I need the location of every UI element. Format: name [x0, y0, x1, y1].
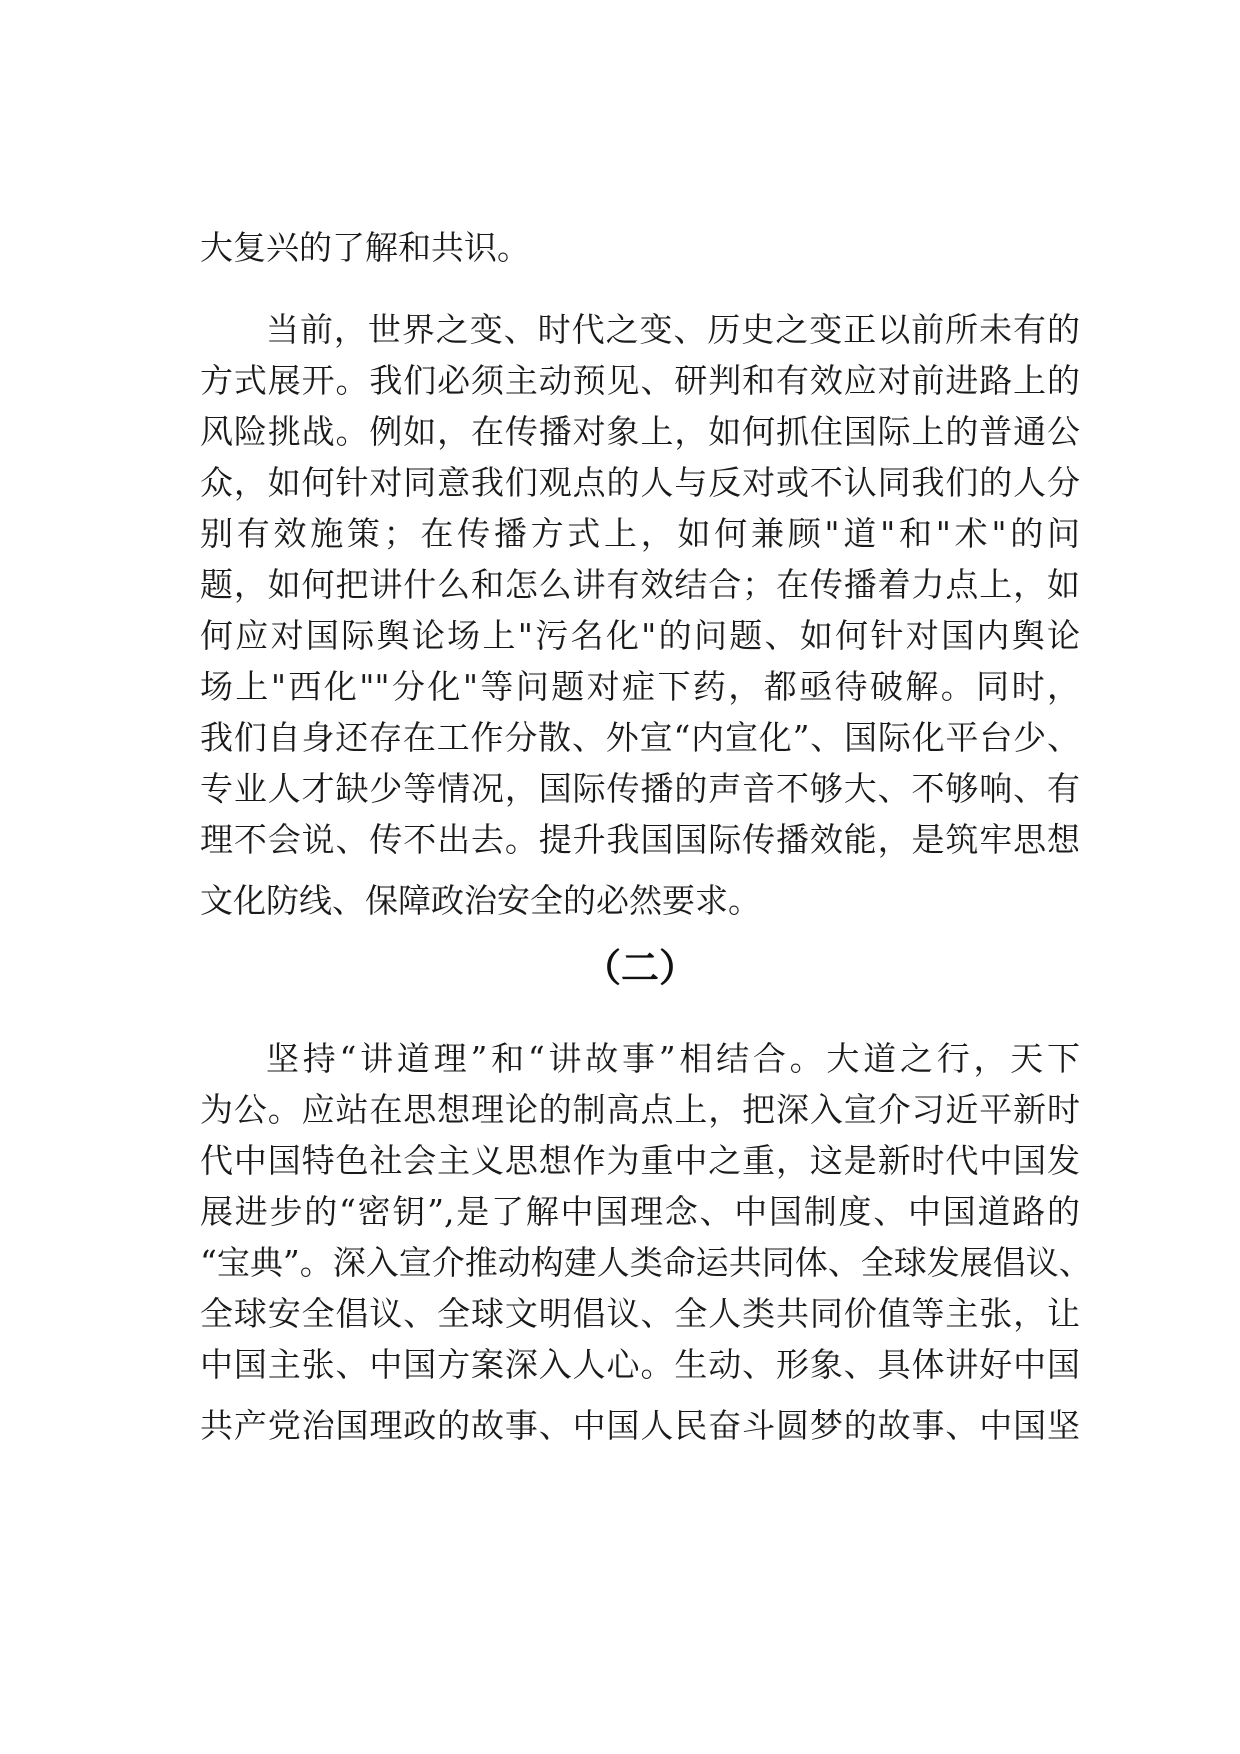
paragraph-3-line: 中国主张、中国方案深入人心。生动、形象、具体讲好中国 — [200, 1345, 1080, 1384]
paragraph-3-line: “宝典”。深入宣介推动构建人类命运共同体、全球发展倡议、 — [200, 1243, 1092, 1282]
paragraph-2-line: 何应对国际舆论场上"污名化"的问题、如何针对国内舆论 — [200, 616, 1080, 655]
paragraph-2-line: 专业人才缺少等情况，国际传播的声音不够大、不够响、有 — [200, 769, 1080, 808]
paragraph-3-line: 展进步的“密钥”,是了解中国理念、中国制度、中国道路的 — [200, 1192, 1080, 1231]
paragraph-2-line: 当前，世界之变、时代之变、历史之变正以前所未有的 — [266, 310, 1080, 349]
section-heading: （二） — [582, 946, 697, 990]
paragraph-2-line: 文化防线、保障政治安全的必然要求。 — [200, 881, 761, 920]
paragraph-2-line: 场上"西化""分化"等问题对症下药，都亟待破解。同时， — [200, 667, 1080, 706]
paragraph-3-line: 代中国特色社会主义思想作为重中之重，这是新时代中国发 — [200, 1141, 1080, 1180]
paragraph-2-line: 题，如何把讲什么和怎么讲有效结合；在传播着力点上，如 — [200, 565, 1080, 604]
paragraph-3-line: 为公。应站在思想理论的制高点上，把深入宣介习近平新时 — [200, 1090, 1080, 1129]
paragraph-2-line: 我们自身还存在工作分散、外宣“内宣化”、国际化平台少、 — [200, 718, 1080, 757]
paragraph-3-line: 全球安全倡议、全球文明倡议、全人类共同价值等主张，让 — [200, 1294, 1080, 1333]
paragraph-2-line: 方式展开。我们必须主动预见、研判和有效应对前进路上的 — [200, 361, 1080, 400]
paragraph-2-line: 别有效施策；在传播方式上，如何兼顾"道"和"术"的问 — [200, 514, 1080, 553]
paragraph-2-line: 理不会说、传不出去。提升我国国际传播效能，是筑牢思想 — [200, 820, 1080, 859]
paragraph-1-line: 大复兴的了解和共识。 — [200, 228, 530, 267]
paragraph-2-line: 众，如何针对同意我们观点的人与反对或不认同我们的人分 — [200, 463, 1080, 502]
paragraph-3-line: 坚持“讲道理”和“讲故事”相结合。大道之行，天下 — [266, 1039, 1080, 1078]
paragraph-3-line: 共产党治国理政的故事、中国人民奋斗圆梦的故事、中国坚 — [200, 1406, 1080, 1445]
paragraph-2-line: 风险挑战。例如，在传播对象上，如何抓住国际上的普通公 — [200, 412, 1080, 451]
